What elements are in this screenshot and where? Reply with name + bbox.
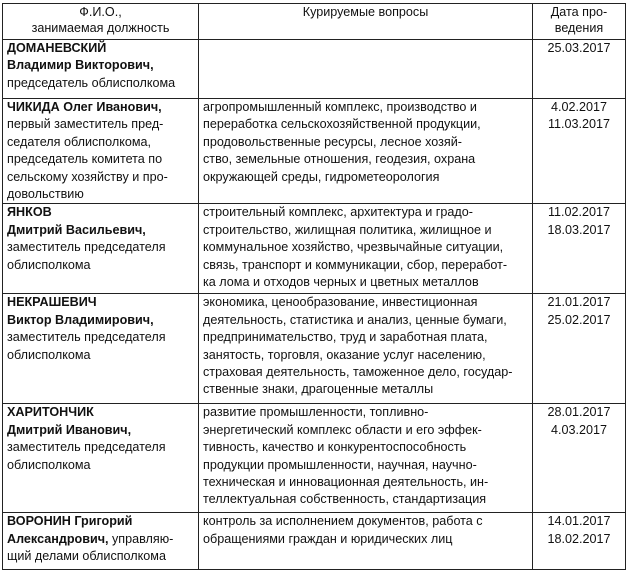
header-name-position: [3, 4, 199, 40]
person-position: председатель комитета по: [7, 152, 163, 167]
header-date-label-line1: Дата про-: [550, 5, 608, 19]
table-row: [3, 40, 626, 99]
dates-cell: 21.01.2017 25.02.2017: [533, 294, 626, 404]
person-name: Дмитрий Иванович,: [7, 422, 132, 437]
dates-cell: 25.03.2017: [533, 40, 626, 99]
person-position: управляю-: [108, 531, 174, 546]
person-surname: ВОРОНИН Григорий: [7, 514, 133, 529]
person-position: сельскому хозяйству и про-: [7, 169, 168, 184]
header-responsibilities: [199, 4, 533, 40]
person-position: председатель облисполкома: [7, 75, 176, 90]
person-cell: [3, 513, 199, 570]
table-header-row: [3, 4, 626, 40]
person-position: облисполкома: [7, 457, 91, 472]
table-row: [3, 513, 626, 570]
responsibilities-cell: строительный комплекс, архитектура и градо- строительство, жилищная политика, жилищное и коммунальное хозяйство, чрезвычайные ситуации, связь, транспорт и коммуникации, сбор, переработ- ка лома и отходов черных и цветных металлов: [199, 204, 533, 294]
person-surname: ЯНКОВ: [7, 205, 52, 220]
person-name: Дмитрий Васильевич,: [7, 222, 146, 237]
dates-cell: 11.02.2017 18.03.2017: [533, 204, 626, 294]
person-position: заместитель председателя: [7, 440, 166, 455]
table-row: [3, 99, 626, 204]
header-date-label-line2: ведения: [554, 21, 604, 35]
responsibilities-cell: [199, 40, 533, 99]
person-surname: ЧИКИДА Олег Иванович,: [7, 100, 162, 114]
table-row: [3, 404, 626, 513]
header-position-label: занимаемая должность: [31, 21, 170, 35]
table-row: [3, 204, 626, 294]
person-cell: [3, 204, 199, 294]
header-name-label: Ф.И.О.,: [79, 5, 122, 19]
person-position: первый заместитель пред-: [7, 117, 164, 132]
header-responsibilities-label: Курируемые вопросы: [302, 5, 429, 19]
person-position: седателя облисполкома,: [7, 134, 152, 149]
person-name: Владимир Викторович,: [7, 58, 154, 73]
person-position: заместитель председателя: [7, 240, 166, 255]
responsibilities-cell: агропромышленный комплекс, производство и переработка сельскохозяйственной продукции, продовольственные ресурсы, лесное хозяй- ство, земельные отношения, геодезия, охрана окружающей среды, гидрометеорология: [199, 99, 533, 204]
person-cell: [3, 294, 199, 404]
person-position: облисполкома: [7, 347, 91, 362]
person-position: заместитель председателя: [7, 330, 166, 345]
curators-schedule-table: [2, 3, 626, 570]
person-cell: [3, 99, 199, 204]
person-name: Виктор Владимирович,: [7, 312, 154, 327]
person-surname: ХАРИТОНЧИК: [7, 405, 94, 420]
responsibilities-cell: развитие промышленности, топливно- энергетический комплекс области и его эффек- тивность, качество и конкурентоспособность продукции промышленности, научная, научно- техническая и инновационная деятельность, ин- теллектуальная собственность, стандартизация: [199, 404, 533, 513]
person-cell: [3, 404, 199, 513]
person-name: Александрович,: [7, 531, 109, 546]
person-cell: [3, 40, 199, 99]
table-row: [3, 294, 626, 404]
dates-cell: 28.01.2017 4.03.2017: [533, 404, 626, 513]
person-surname: НЕКРАШЕВИЧ: [7, 295, 97, 310]
responsibilities-cell: контроль за исполнением документов, работа с обращениями граждан и юридических лиц: [199, 513, 533, 570]
dates-cell: 14.01.2017 18.02.2017: [533, 513, 626, 570]
person-position: довольствию: [7, 187, 84, 202]
dates-cell: 4.02.2017 11.03.2017: [533, 99, 626, 204]
responsibilities-cell: экономика, ценообразование, инвестиционная деятельность, статистика и анализ, ценные бумаги, предпринимательство, труд и заработная плата, занятость, торговля, оказание услуг населению, страховая деятельность, таможенное дело, государ- ственные знаки, драгоценные металлы: [199, 294, 533, 404]
header-date: [533, 4, 626, 40]
person-position: щий делами облисполкома: [7, 549, 166, 564]
person-position: облисполкома: [7, 257, 91, 272]
person-surname: ДОМАНЕВСКИЙ: [7, 41, 107, 55]
